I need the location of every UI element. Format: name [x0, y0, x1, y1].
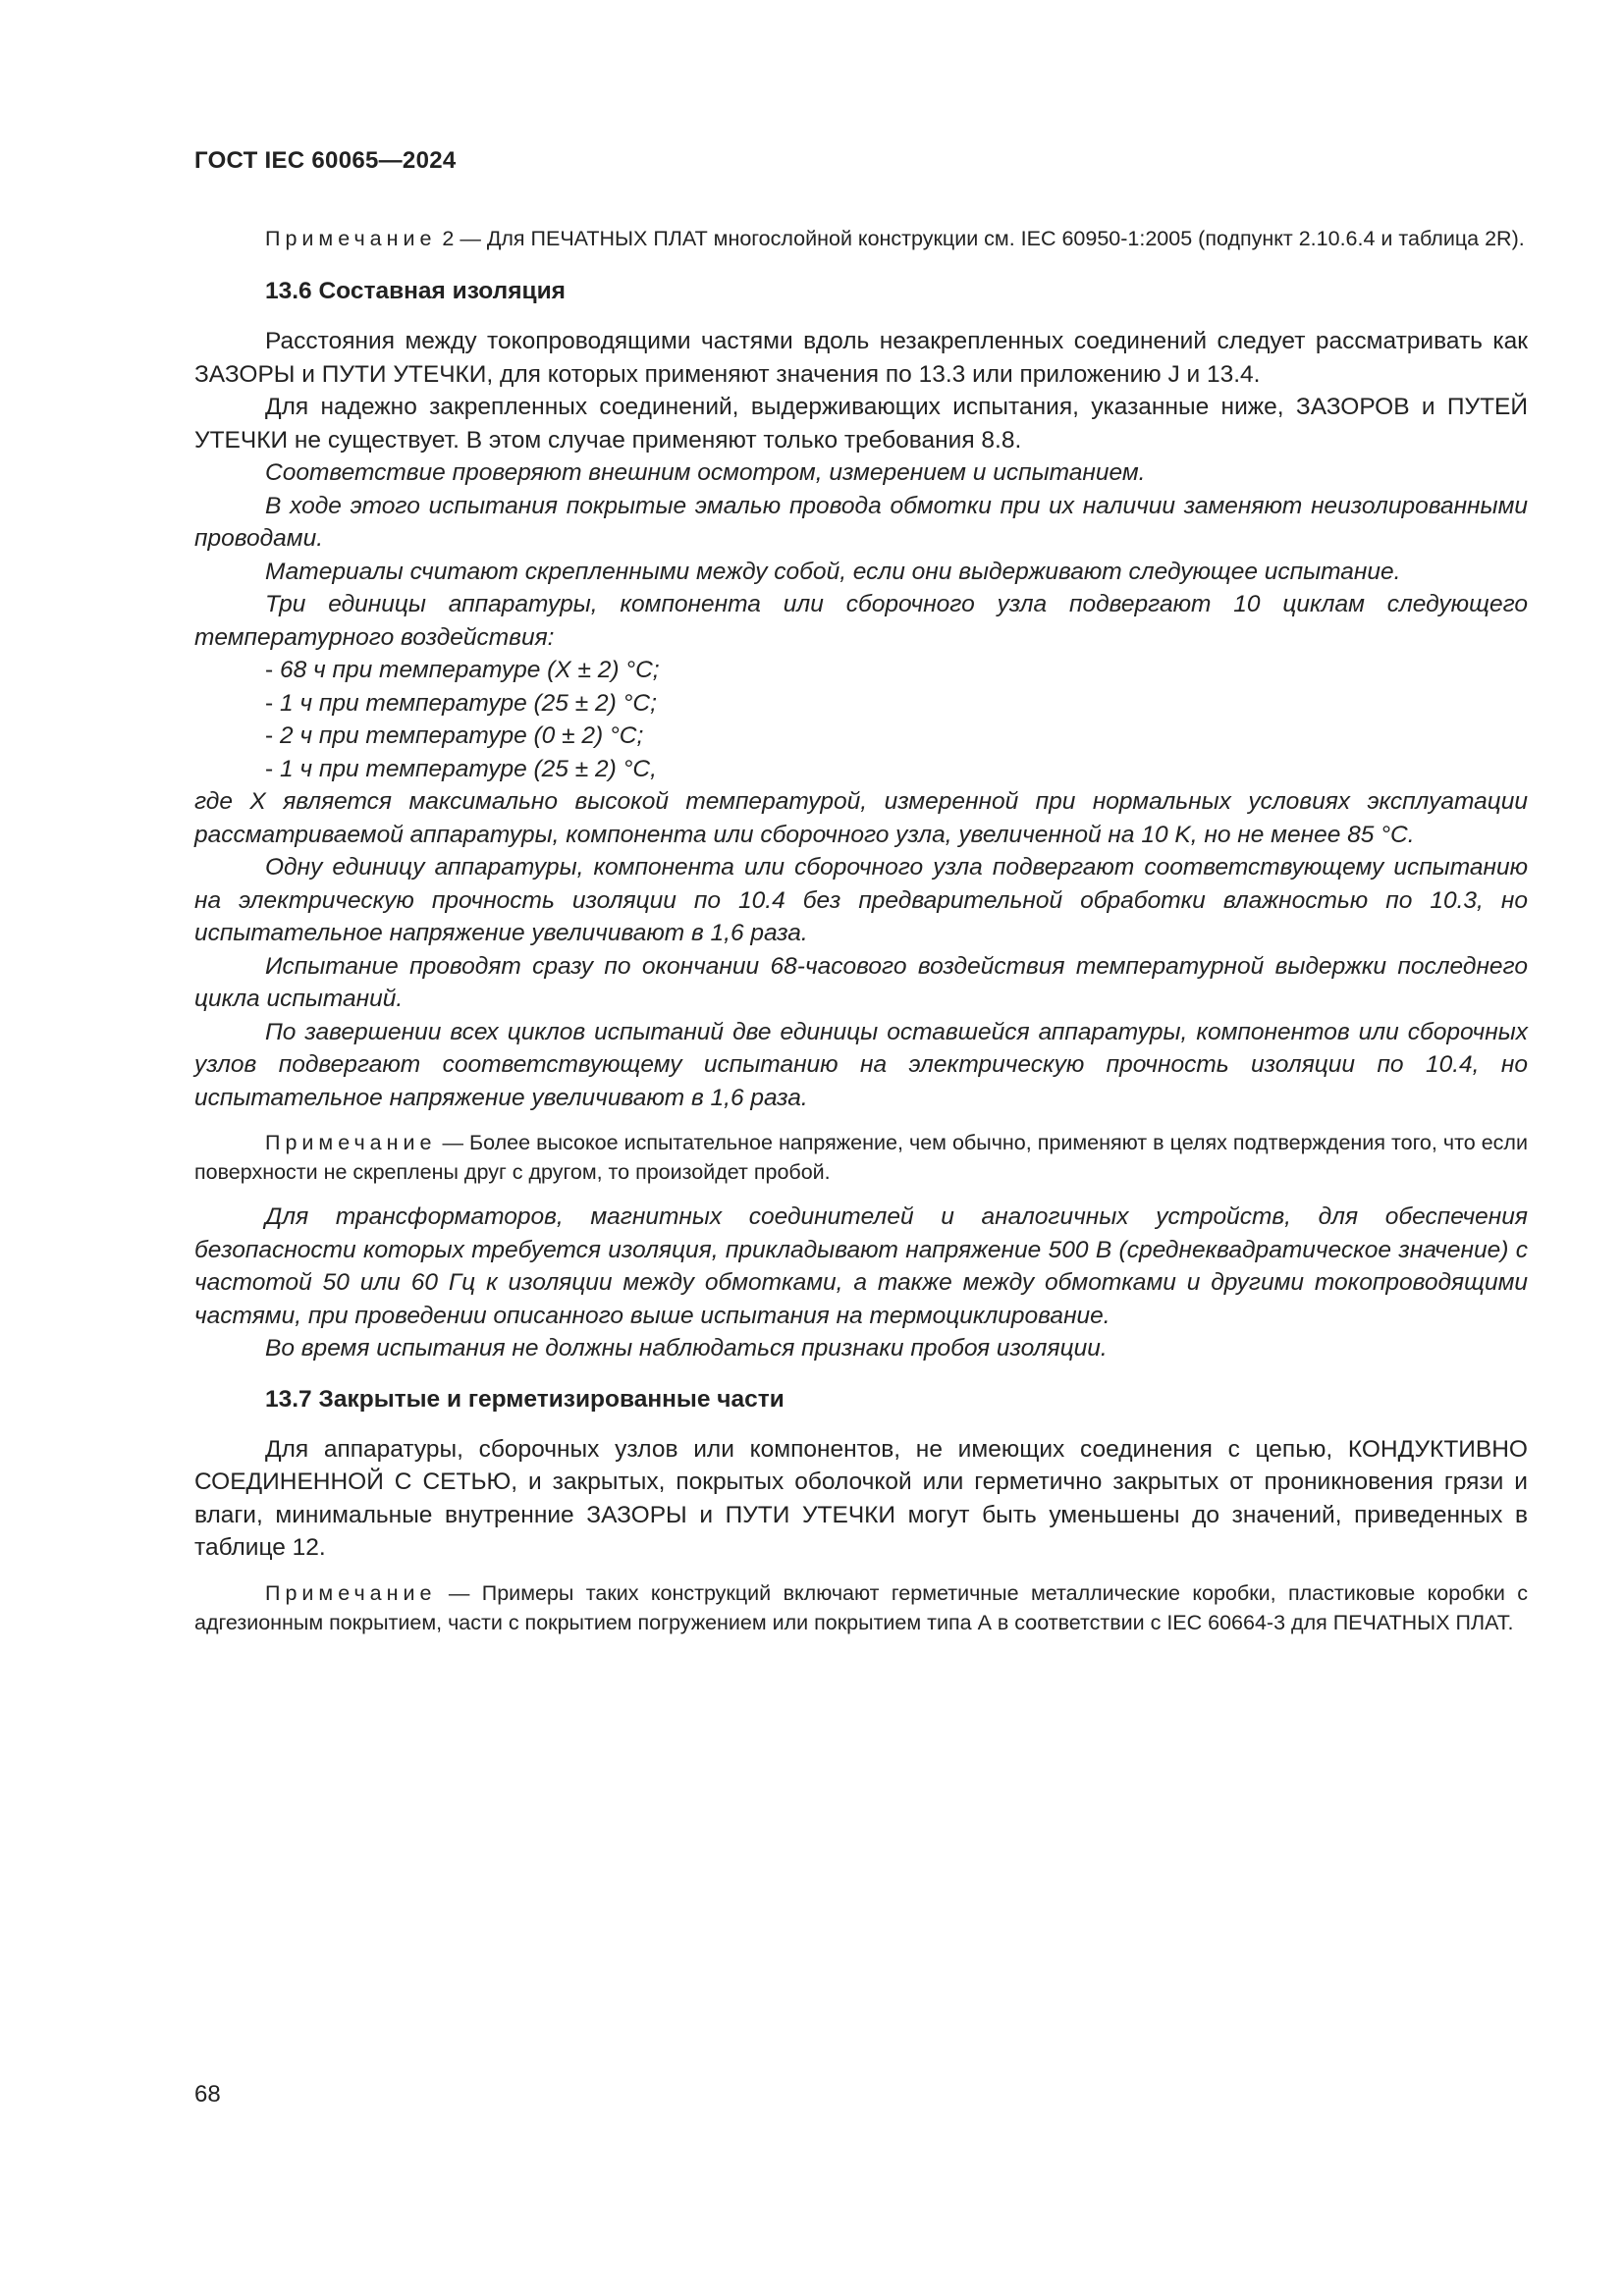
list-item: - 1 ч при температуре (25 ± 2) °C;: [265, 687, 1528, 721]
paragraph: Соответствие проверяют внешним осмотром, измерением и испытанием.: [265, 459, 1146, 486]
paragraph: Материалы считают скрепленными между собой, если они выдерживают следующее испытание.: [265, 558, 1401, 585]
list-item: - 2 ч при температуре (0 ± 2) °C;: [265, 720, 1528, 753]
document-header: ГОСТ IEC 60065—2024: [194, 147, 457, 174]
paragraph: Одну единицу аппаратуры, компонента или сборочного узла подвергают соответствующему испытанию на электрическую прочность изоляции по 10.4 без предварительной обработки влажностью по 10.3, но испытательное напряжение увеличивают в 1,6 раза.: [194, 854, 1528, 946]
list-item: - 1 ч при температуре (25 ± 2) °C,: [265, 753, 1528, 786]
temperature-cycle-list: [194, 654, 1528, 785]
note: [194, 1578, 1528, 1637]
paragraph: Три единицы аппаратуры, компонента или сборочного узла подвергают 10 циклам следующего температурного воздействия:: [194, 591, 1528, 651]
paragraph: Для трансформаторов, магнитных соединителей и аналогичных устройств, для обеспечения безопасности которых требуется изоляция, прикладывают напряжение 500 В (среднеквадратическое значение) с частотой 50 или 60 Гц к изоляции между обмотками, а также между обмотками и другими токопроводящими частями, при проведении описанного выше испытания на термоциклирование.: [194, 1203, 1528, 1329]
list-item: - 68 ч при температуре (Х ± 2) °C;: [265, 654, 1528, 687]
paragraph: где Х является максимально высокой температурой, измеренной при нормальных условиях эксплуатации рассматриваемой аппаратуры, компонента или сборочного узла, увеличенной на 10 K, но не менее 85 °C.: [194, 788, 1528, 848]
note-text: — Более высокое испытательное напряжение, чем обычно, применяют в целях подтверждения того, что если поверхности не скреплены друг с другом, то произойдет пробой.: [194, 1131, 1528, 1184]
note-label: Примечание: [265, 227, 437, 250]
paragraph: По завершении всех циклов испытаний две единицы оставшейся аппаратуры, компонентов или сборочных узлов подвергают соответствующему испытанию на электрическую прочность изоляции по 10.4, но испытательное напряжение увеличивают в 1,6 раза.: [194, 1018, 1528, 1111]
paragraph: Во время испытания не должны наблюдаться признаки пробоя изоляции.: [265, 1335, 1108, 1362]
note: [194, 1128, 1528, 1187]
section-13-7-heading: 13.7 Закрытые и герметизированные части: [265, 1385, 785, 1413]
note-label: Примечание: [265, 1580, 437, 1605]
paragraph: Для аппаратуры, сборочных узлов или компонентов, не имеющих соединения с цепью, КОНДУКТИВНО СОЕДИНЕННОЙ С СЕТЬЮ, и закрытых, покрытых оболочкой или герметично закрытых от проникновения грязи и влаги, минимальные внутренние ЗАЗОРЫ и ПУТИ УТЕЧКИ могут быть уменьшены до значений, приведенных в таблице 12.: [194, 1435, 1528, 1561]
paragraph: Для надежно закрепленных соединений, выдерживающих испытания, указанные ниже, ЗАЗОРОВ и ПУТЕЙ УТЕЧКИ не существует. В этом случае применяют только требования 8.8.: [194, 394, 1528, 454]
document-page: [194, 147, 1528, 1637]
paragraph: В ходе этого испытания покрытые эмалью провода обмотки при их наличии заменяют неизолированными проводами.: [194, 492, 1528, 552]
note-label: Примечание: [265, 1131, 437, 1154]
note-text: — Примеры таких конструкций включают герметичные металлические коробки, пластиковые коробки с адгезионным покрытием, части с покрытием погружением или покрытием типа А в соответствии с IEC 60664-3 для ПЕЧАТНЫХ ПЛАТ.: [194, 1580, 1528, 1634]
paragraph: Испытание проводят сразу по окончании 68-часового воздействия температурной выдержки последнего цикла испытаний.: [194, 952, 1528, 1012]
page-number: 68: [194, 2081, 221, 2108]
note-2: [194, 224, 1528, 253]
note-text: 2 — Для ПЕЧАТНЫХ ПЛАТ многослойной конструкции см. IEC 60950-1:2005 (подпункт 2.10.6.4 и таблица 2R).: [436, 227, 1525, 250]
paragraph: Расстояния между токопроводящими частями вдоль незакрепленных соединений следует рассматривать как ЗАЗОРЫ и ПУТИ УТЕЧКИ, для которых применяют значения по 13.3 или приложению J и 13.4.: [194, 328, 1528, 388]
section-13-6-heading: 13.6 Составная изоляция: [265, 278, 566, 304]
